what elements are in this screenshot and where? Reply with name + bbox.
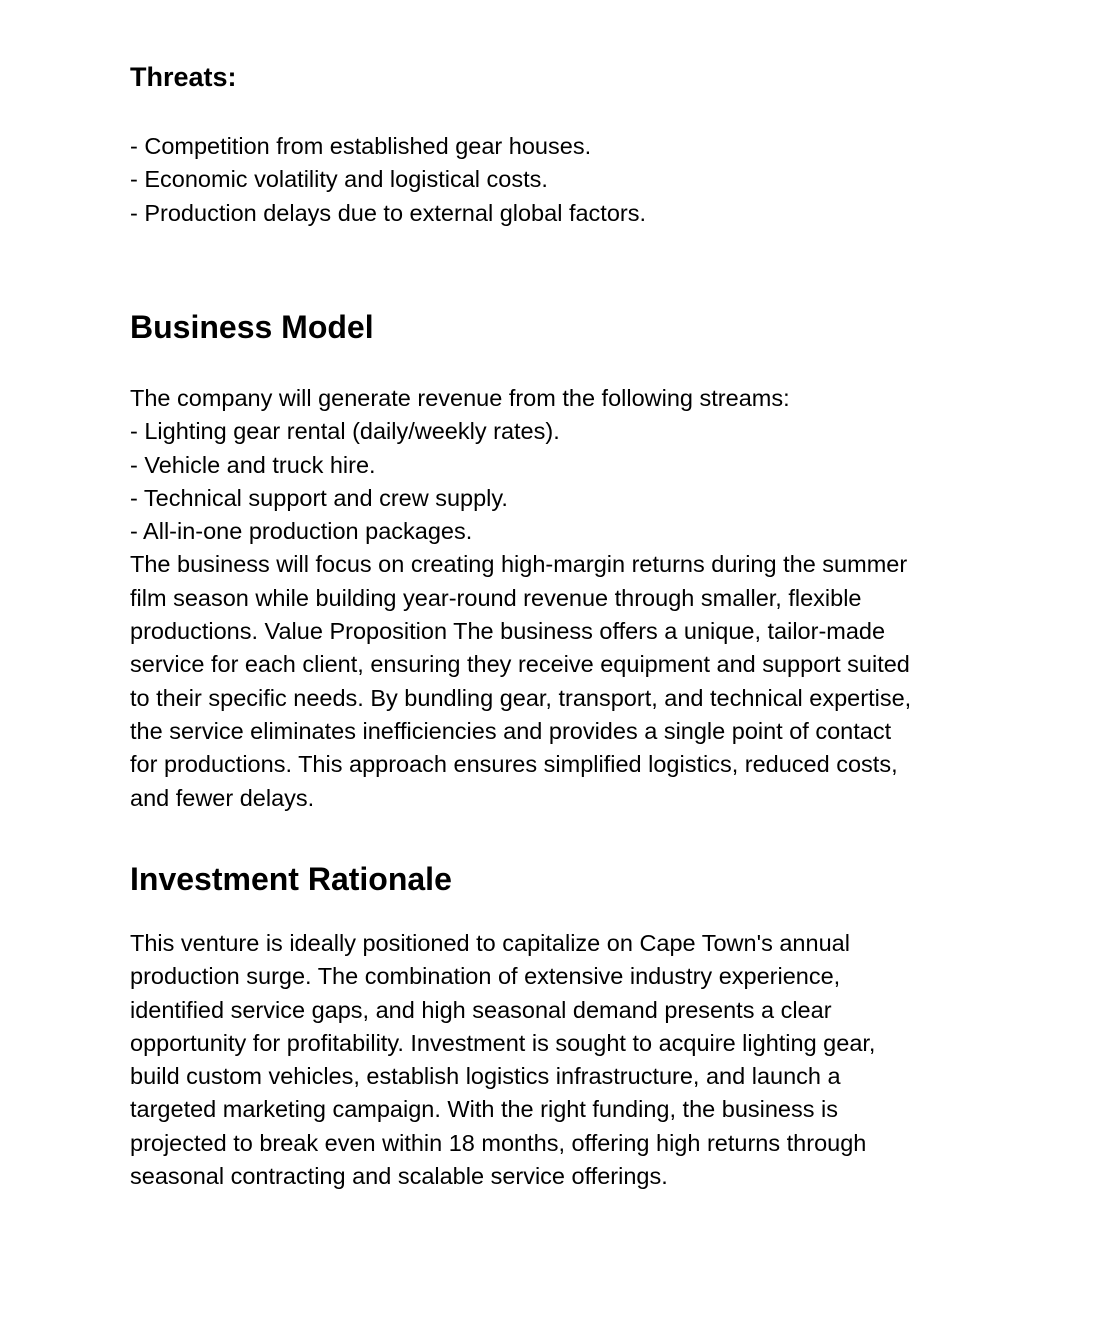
paragraph-line: opportunity for profitability. Investment is sought to acquire lighting gear, bbox=[130, 1029, 876, 1056]
list-item: - Competition from established gear houses. bbox=[130, 133, 592, 159]
list-item: - All-in-one production packages. bbox=[130, 518, 473, 545]
paragraph-line: to their specific needs. By bundling gear, transport, and technical expertise, bbox=[130, 684, 912, 711]
list-item: - Vehicle and truck hire. bbox=[130, 451, 376, 478]
paragraph-line: build custom vehicles, establish logistics infrastructure, and launch a bbox=[130, 1063, 841, 1090]
paragraph-line: for productions. This approach ensures simplified logistics, reduced costs, bbox=[130, 751, 898, 778]
paragraph-line: This venture is ideally positioned to capitalize on Cape Town's annual bbox=[130, 930, 850, 956]
list-item: - Economic volatility and logistical costs. bbox=[130, 166, 548, 193]
paragraph-line: service for each client, ensuring they receive equipment and support suited bbox=[130, 651, 910, 678]
paragraph-line: projected to break even within 18 months, offering high returns through bbox=[130, 1129, 867, 1156]
business-model-body bbox=[130, 382, 911, 815]
revenue-streams-list bbox=[130, 415, 911, 548]
paragraph-line: The business will focus on creating high-margin returns during the summer bbox=[130, 551, 908, 578]
paragraph-line: production surge. The combination of extensive industry experience, bbox=[130, 963, 841, 990]
paragraph-line: identified service gaps, and high seasonal demand presents a clear bbox=[130, 996, 832, 1023]
paragraph-line: the service eliminates inefficiencies and provides a single point of contact bbox=[130, 717, 892, 744]
list-item: - Technical support and crew supply. bbox=[130, 484, 508, 511]
business-model-intro: The company will generate revenue from the following streams: bbox=[130, 385, 790, 411]
business-model-paragraph bbox=[130, 548, 911, 814]
paragraph-line: film season while building year-round revenue through smaller, flexible bbox=[130, 584, 862, 611]
threats-heading: Threats: bbox=[130, 62, 237, 92]
list-item: - Production delays due to external global factors. bbox=[130, 199, 646, 226]
list-item: - Lighting gear rental (daily/weekly rates). bbox=[130, 418, 560, 445]
investment-rationale-paragraph bbox=[130, 927, 875, 1193]
threats-list bbox=[130, 130, 646, 230]
paragraph-line: productions. Value Proposition The business offers a unique, tailor-made bbox=[130, 618, 886, 645]
paragraph-line: targeted marketing campaign. With the right funding, the business is bbox=[130, 1096, 838, 1123]
business-model-heading: Business Model bbox=[130, 309, 374, 345]
paragraph-line: and fewer delays. bbox=[130, 784, 315, 811]
paragraph-line: seasonal contracting and scalable service offerings. bbox=[130, 1163, 668, 1190]
investment-rationale-heading: Investment Rationale bbox=[130, 861, 452, 897]
